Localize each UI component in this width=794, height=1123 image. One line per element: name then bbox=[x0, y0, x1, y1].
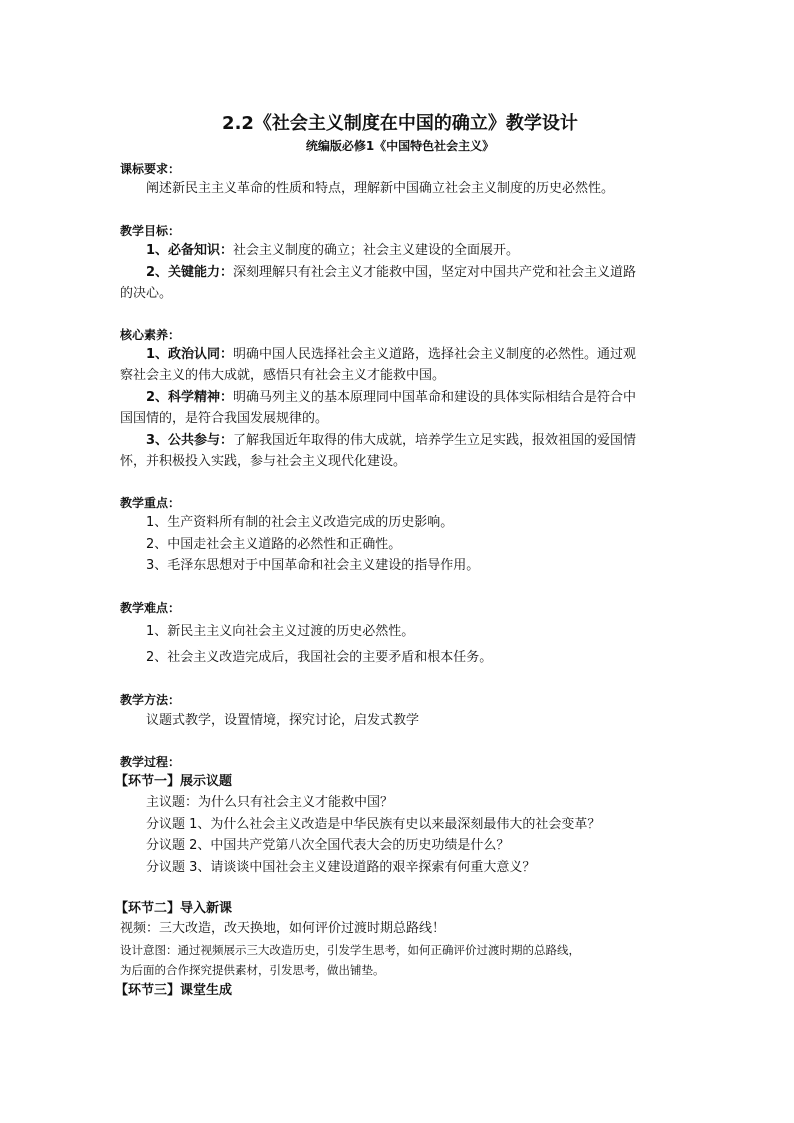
document-title: 2.2《社会主义制度在中国的确立》教学设计 bbox=[222, 113, 578, 134]
mubiao-item-2 bbox=[146, 264, 636, 282]
nandian-item: 2、社会主义改造完成后，我国社会的主要矛盾和根本任务。 bbox=[146, 650, 493, 665]
section-label-mubiao: 教学目标： bbox=[120, 224, 181, 238]
stage-2-video: 视频：三大改造，改天换地，如何评价过渡时期总路线！ bbox=[120, 921, 446, 936]
stage-2-intent: 设计意图：通过视频展示三大改造历史，引发学生思考，如何正确评价过渡时期的总路线， bbox=[120, 943, 580, 957]
suyang-item-3-cont: 怀，并积极投入实践，参与社会主义现代化建设。 bbox=[120, 454, 407, 469]
mubiao-item-2-text: 深刻理解只有社会主义才能救中国，坚定对中国共产党和社会主义道路 bbox=[233, 265, 637, 280]
suyang-item-2-text: 明确马列主义的基本原理同中国革命和建设的具体实际相结合是符合中 bbox=[233, 390, 637, 405]
mubiao-item-1-head: 1、必备知识： bbox=[146, 243, 234, 258]
section-label-nandian: 教学难点： bbox=[120, 601, 181, 615]
zhongdian-item: 2、中国走社会主义道路的必然性和正确性。 bbox=[146, 537, 402, 552]
stage-1-heading: 【环节一】展示议题 bbox=[115, 774, 233, 789]
stage-1-item: 主议题：为什么只有社会主义才能救中国？ bbox=[146, 795, 394, 810]
section-label-zhongdian: 教学重点： bbox=[120, 496, 181, 510]
document-subtitle: 统编版必修1《中国特色社会主义》 bbox=[305, 139, 495, 153]
mubiao-item-2-head: 2、关键能力： bbox=[146, 265, 234, 280]
suyang-item-3-text: 了解我国近年取得的伟大成就，培养学生立足实践，报效祖国的爱国情 bbox=[233, 433, 637, 448]
stage-2-intent-cont: 为后面的合作探究提供素材，引发思考，做出铺垫。 bbox=[120, 963, 385, 977]
mubiao-item-1 bbox=[146, 242, 519, 260]
mubiao-item-2-cont: 的决心。 bbox=[120, 286, 173, 301]
suyang-item-3 bbox=[146, 432, 636, 450]
section-label-guocheng: 教学过程： bbox=[120, 755, 181, 769]
section-label-fangfa: 教学方法： bbox=[120, 693, 181, 707]
stage-1-item: 分议题 2、中国共产党第八次全国代表大会的历史功绩是什么？ bbox=[146, 838, 510, 853]
nandian-item: 1、新民主主义向社会主义过渡的历史必然性。 bbox=[146, 624, 415, 639]
section-label-suyang: 核心素养： bbox=[120, 328, 181, 342]
suyang-item-1-text: 明确中国人民选择社会主义道路，选择社会主义制度的必然性。通过观 bbox=[233, 347, 637, 362]
suyang-item-2-head: 2、科学精神： bbox=[146, 390, 234, 405]
suyang-item-2-cont: 国国情的，是符合我国发展规律的。 bbox=[120, 411, 329, 426]
stage-1-item: 分议题 3、请谈谈中国社会主义建设道路的艰辛探索有何重大意义？ bbox=[146, 860, 536, 875]
suyang-item-2 bbox=[146, 389, 636, 407]
stage-1-item: 分议题 1、为什么社会主义改造是中华民族有史以来最深刻最伟大的社会变革？ bbox=[146, 817, 601, 832]
kebiao-text: 阐述新民主主义革命的性质和特点，理解新中国确立社会主义制度的历史必然性。 bbox=[146, 181, 615, 196]
fangfa-text: 议题式教学，设置情境，探究讨论，启发式教学 bbox=[146, 713, 420, 728]
zhongdian-item: 1、生产资料所有制的社会主义改造完成的历史影响。 bbox=[146, 515, 454, 530]
suyang-item-1-head: 1、政治认同： bbox=[146, 347, 234, 362]
section-label-kebiao: 课标要求： bbox=[120, 162, 181, 176]
suyang-item-1-cont: 察社会主义的伟大成就，感悟只有社会主义才能救中国。 bbox=[120, 368, 446, 383]
stage-2-heading: 【环节二】导入新课 bbox=[115, 901, 233, 916]
suyang-item-1 bbox=[146, 346, 636, 364]
stage-3-heading: 【环节三】课堂生成 bbox=[115, 983, 233, 998]
zhongdian-item: 3、毛泽东思想对于中国革命和社会主义建设的指导作用。 bbox=[146, 558, 480, 573]
suyang-item-3-head: 3、公共参与： bbox=[146, 433, 234, 448]
mubiao-item-1-text: 社会主义制度的确立；社会主义建设的全面展开。 bbox=[233, 243, 520, 258]
